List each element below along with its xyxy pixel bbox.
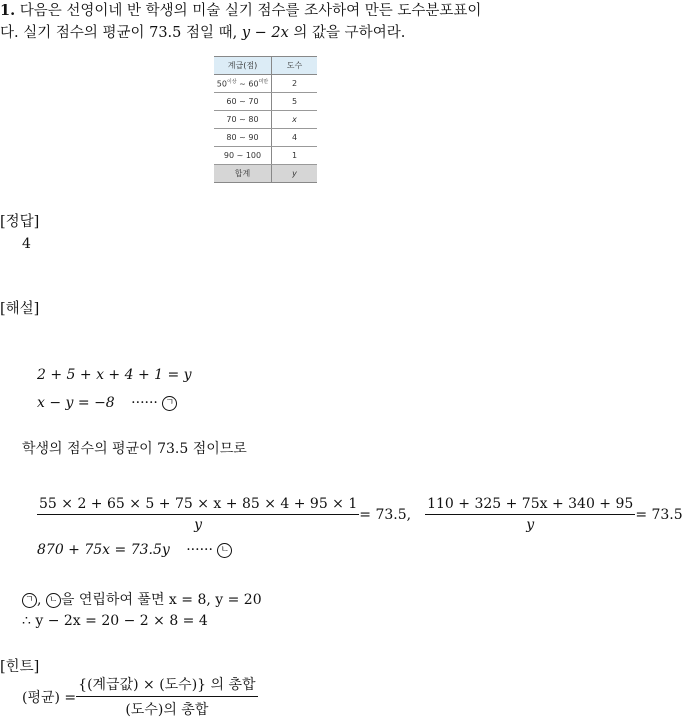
solution-sentence: 학생의 점수의 평균이 73.5 점이므로 — [22, 441, 247, 457]
fraction-1-denominator: y — [194, 517, 203, 533]
table-cell-class: 90 ~ 100 — [214, 147, 272, 165]
table-total-label: 합계 — [214, 165, 272, 183]
solution-eq3-line — [37, 542, 232, 558]
row0-sup-lt: 미만 — [258, 79, 269, 86]
solution-label: [해설] — [0, 301, 40, 317]
hint-lhs: (평균) = — [22, 689, 77, 706]
question-text-2a: 다. 실기 점수의 평균이 73.5 점일 때, — [0, 25, 242, 41]
answer-label: [정답] — [0, 214, 40, 230]
solution-therefore: ∴ y − 2x = 20 − 2 × 8 = 4 — [22, 613, 208, 629]
table-row — [214, 129, 317, 147]
solution-eq2: x − y = −8 — [37, 395, 115, 411]
solution-dots-1: ······ — [131, 395, 158, 411]
row0-upper: ~ 60 — [236, 79, 259, 89]
table-cell-class: 80 ~ 90 — [214, 129, 272, 147]
hint-formula — [22, 674, 258, 719]
circled-giyeok-icon: ㄱ — [22, 593, 37, 608]
solution-dots-2: ······ — [186, 542, 213, 558]
table-cell-frequency: x — [272, 111, 318, 129]
circled-giyeok-icon: ㄱ — [162, 396, 177, 411]
solution-combine-text: 을 연립하여 풀면 x = 8, y = 20 — [60, 592, 262, 608]
row0-sup-ge: 이상 — [226, 79, 237, 86]
question-text-1: 다음은 선영이네 반 학생의 미술 실기 점수를 조사하여 만든 도수분포표이 — [19, 3, 482, 19]
table-header-class: 계급(점) — [214, 57, 272, 75]
table-total-row — [214, 165, 317, 183]
fraction-1-numerator: 55 × 2 + 65 × 5 + 75 × x + 85 × 4 + 95 × 1 — [37, 496, 359, 515]
answer-value: 4 — [22, 236, 31, 252]
fraction-2-denominator: y — [526, 517, 535, 533]
circled-nieun-icon: ㄴ — [46, 593, 61, 608]
question-number: 1. — [0, 2, 16, 19]
solution-combine-line — [22, 589, 262, 609]
table-header-row — [214, 57, 317, 75]
row0-lower: 50 — [216, 79, 227, 89]
solution-eq3: 870 + 75x = 73.5y — [37, 542, 170, 558]
hint-numerator: {(계급값) × (도수)} 의 총합 — [76, 674, 257, 697]
table-cell-class: 70 ~ 80 — [214, 111, 272, 129]
table-cell-frequency: 4 — [272, 129, 318, 147]
table-total-value: y — [272, 165, 318, 183]
solution-eq2-line — [37, 395, 177, 411]
hint-denominator: (도수)의 총합 — [125, 702, 209, 718]
question-expr: y − 2x — [241, 25, 289, 41]
fraction-1-value: = 73.5, — [359, 506, 412, 523]
question-line-2 — [0, 22, 405, 44]
table-row — [214, 111, 317, 129]
table-row — [214, 93, 317, 111]
hint-fraction — [76, 674, 257, 719]
table-header-frequency: 도수 — [272, 57, 318, 75]
table-cell-frequency: 1 — [272, 147, 318, 165]
solution-combine-comma: , — [37, 592, 46, 608]
fraction-2-value: = 73.5 — [635, 506, 683, 523]
table-cell-frequency: 2 — [272, 75, 318, 93]
circled-nieun-icon: ㄴ — [217, 543, 232, 558]
table-row — [214, 147, 317, 165]
hint-label: [힌트] — [0, 659, 40, 675]
table-cell-class — [214, 75, 272, 93]
table-row — [214, 75, 317, 93]
table-cell-class: 60 ~ 70 — [214, 93, 272, 111]
table-cell-frequency: 5 — [272, 93, 318, 111]
solution-eq1: 2 + 5 + x + 4 + 1 = y — [37, 367, 192, 383]
frequency-table — [214, 56, 317, 183]
question-line-1 — [0, 0, 481, 22]
solution-fraction-line — [37, 496, 683, 533]
fraction-2-numerator: 110 + 325 + 75x + 340 + 95 — [425, 496, 635, 515]
fraction-1 — [37, 496, 359, 533]
question-text-2b: 의 값을 구하여라. — [288, 25, 406, 41]
fraction-2 — [425, 496, 635, 533]
